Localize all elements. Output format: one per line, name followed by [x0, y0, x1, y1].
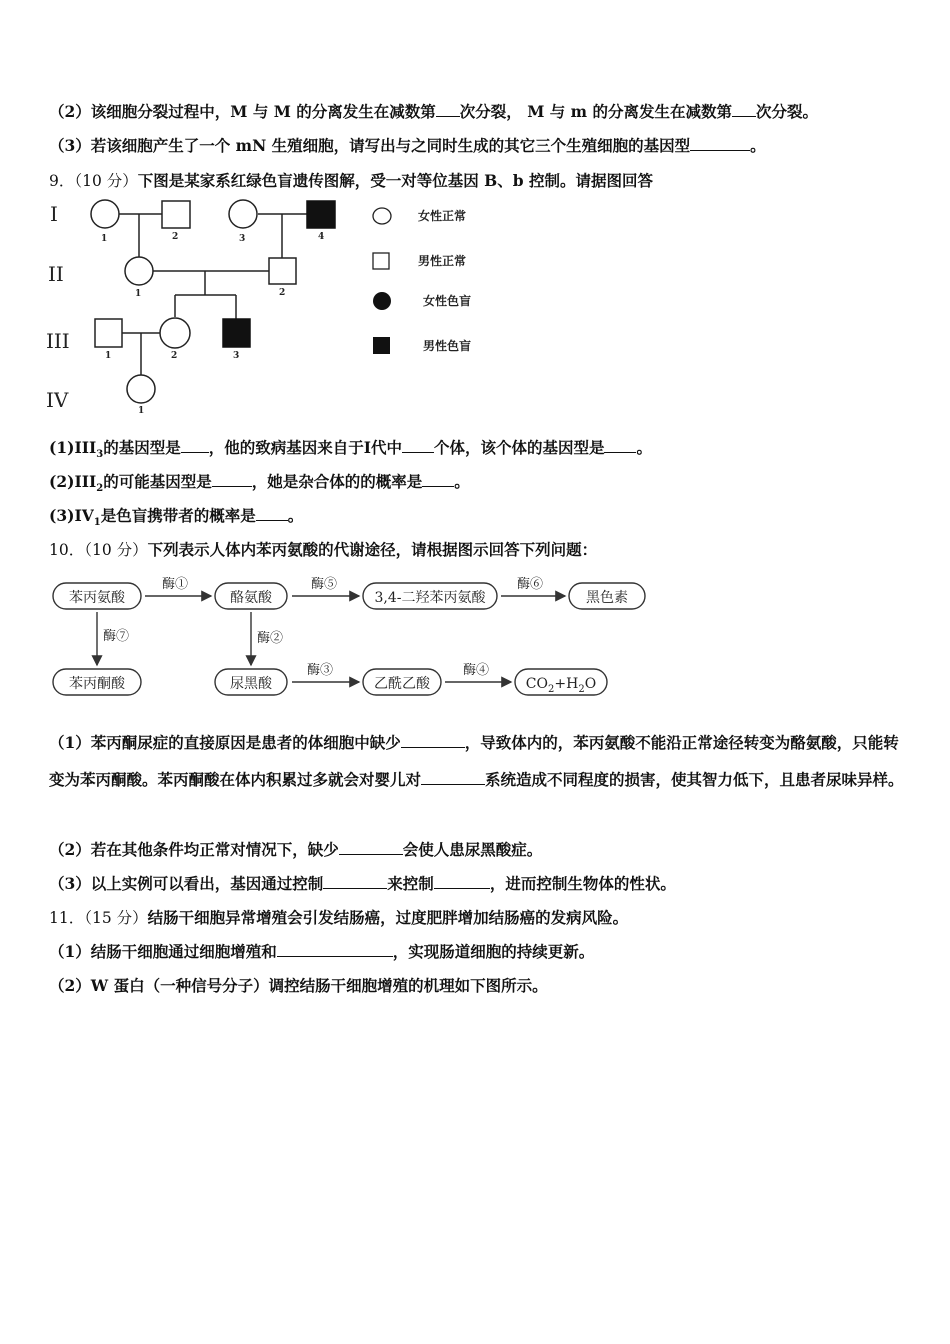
answer-blank[interactable]	[277, 942, 393, 957]
answer-blank[interactable]	[323, 874, 387, 889]
q10-title: 10．（10 分）下列表示人体内苯丙氨酸的代谢途径，请根据图示回答下列问题：	[49, 540, 598, 559]
legend-male-normal-icon	[373, 253, 389, 269]
answer-blank[interactable]	[690, 136, 750, 151]
answer-blank[interactable]	[434, 874, 490, 889]
gen-label-4: IV	[46, 388, 69, 412]
q11-part1: （1）结肠干细胞通过细胞增殖和 ，实现肠道细胞的持续更新。	[49, 942, 595, 961]
answer-blank[interactable]	[422, 472, 454, 487]
svg-text:乙酰乙酸: 乙酰乙酸	[374, 676, 430, 692]
individual-I2-male-normal	[162, 201, 190, 228]
q9-part2: $(2)III_2$的可能基因型是 ，她是杂合体的的概率是 。	[49, 472, 470, 495]
answer-blank[interactable]	[402, 438, 434, 453]
q10-part1: （1）苯丙酮尿症的直接原因是患者的体细胞中缺少 ，导致体内的，苯丙氨酸不能沿正常途径转变为酪氨酸，只能转变为苯丙酮酸。苯丙酮酸在体内积累过多就会对婴儿对 系统造成不同程度的损害，使其智力低下，且患者尿味异样。	[49, 733, 904, 789]
legend-male-normal: 男性正常	[418, 254, 467, 268]
svg-text:苯丙氨酸: 苯丙氨酸	[69, 590, 125, 606]
answer-blank[interactable]	[421, 770, 485, 785]
svg-text:1: 1	[105, 351, 112, 361]
svg-text:苯丙酮酸: 苯丙酮酸	[69, 676, 125, 692]
legend-male-colorblind: 男性色盲	[423, 339, 472, 353]
svg-text:3,4-二羟苯丙氨酸: 3,4-二羟苯丙氨酸	[374, 590, 486, 606]
q10-part2: （2）若在其他条件均正常对情况下，缺少 会使人患尿黑酸症。	[49, 840, 543, 859]
svg-text:3: 3	[233, 351, 240, 361]
svg-text:3: 3	[239, 234, 246, 244]
gen-label-1: I	[50, 202, 58, 226]
individual-I4-male-colorblind	[307, 201, 335, 228]
q10-part3: （3）以上实例可以看出，基因通过控制 来控制 ，进而控制生物体的性状。	[49, 874, 676, 893]
svg-text:尿黑酸: 尿黑酸	[230, 676, 272, 692]
svg-text:2: 2	[172, 232, 179, 242]
svg-text:CO2+H2O: $CO_2+H_2O$	[525, 676, 597, 695]
q11-title: 11．（15 分）结肠干细胞异常增殖会引发结肠癌，过度肥胖增加结肠癌的发病风险。	[49, 908, 629, 927]
individual-III2-female-normal	[160, 318, 190, 348]
answer-blank[interactable]	[732, 102, 756, 117]
individual-IV1-female-normal	[127, 375, 155, 403]
enzyme-2: 酶②	[257, 631, 284, 646]
q9-part1: $(1)III_3$的基因型是 ，他的致病基因来自于Ⅰ代中 个体，该个体的基因型是 。	[49, 438, 652, 461]
svg-text:1: 1	[101, 234, 108, 244]
individual-I1-female-normal	[91, 200, 119, 228]
answer-blank[interactable]	[212, 472, 252, 487]
answer-blank[interactable]	[256, 506, 288, 521]
q8-part3: （3）若该细胞产生了一个 mN 生殖细胞，请写出与之同时生成的其它三个生殖细胞的基因型 。	[49, 136, 766, 155]
svg-text:4: 4	[318, 232, 325, 242]
metabolic-pathway-diagram	[45, 566, 665, 706]
answer-blank[interactable]	[604, 438, 636, 453]
enzyme-1: 酶①	[162, 577, 189, 592]
q9-title: 9．（10 分）下图是某家系红绿色盲遗传图解，受一对等位基因 B、b 控制。请据图回答	[49, 171, 653, 190]
legend-female-colorblind-icon	[373, 292, 391, 310]
individual-II1-female-normal	[125, 257, 153, 285]
individual-III3-male-colorblind	[223, 319, 250, 347]
legend-female-normal-icon	[373, 208, 391, 224]
answer-blank[interactable]	[401, 733, 465, 748]
answer-blank[interactable]	[436, 102, 460, 117]
legend-female-colorblind: 女性色盲	[423, 294, 472, 308]
svg-text:酪氨酸: 酪氨酸	[230, 590, 272, 606]
enzyme-7: 酶⑦	[103, 629, 130, 644]
enzyme-4: 酶④	[463, 663, 490, 678]
svg-text:1: 1	[135, 289, 142, 299]
q8-part2: （2）该细胞分裂过程中，M 与 M 的分离发生在减数第 次分裂， M 与 m 的分离发生在减数第 次分裂。	[49, 102, 818, 121]
individual-III1-male-normal	[95, 319, 122, 347]
gen-label-2: II	[48, 262, 64, 286]
svg-text:2: 2	[279, 288, 286, 298]
individual-II2-male-normal	[269, 258, 296, 284]
answer-blank[interactable]	[181, 438, 209, 453]
svg-text:1: 1	[138, 406, 145, 416]
legend-female-normal: 女性正常	[418, 209, 467, 223]
enzyme-6: 酶⑥	[517, 577, 544, 592]
individual-I3-female-normal	[229, 200, 257, 228]
legend-male-colorblind-icon	[373, 337, 390, 354]
q11-part2: （2）W 蛋白（一种信号分子）调控结肠干细胞增殖的机理如下图所示。	[49, 976, 548, 995]
enzyme-3: 酶③	[307, 663, 334, 678]
q9-part3: $(3)IV_1$是色盲携带者的概率是 。	[49, 506, 304, 529]
svg-text:黑色素: 黑色素	[586, 590, 628, 606]
gen-label-3: III	[46, 329, 70, 353]
svg-text:2: 2	[171, 351, 178, 361]
enzyme-5: 酶⑤	[311, 577, 338, 592]
pedigree-diagram	[40, 195, 500, 420]
answer-blank[interactable]	[339, 840, 403, 855]
